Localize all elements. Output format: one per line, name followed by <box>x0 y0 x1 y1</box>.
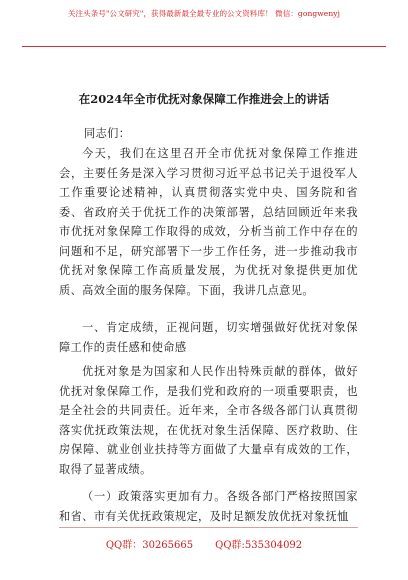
header-notice: 关注头条号"公文研究"，获得最新最全最专业的公文资料库！ 微信：gongwenyj <box>67 9 341 18</box>
paragraph-policy: （一）政策落实更加有力。各级各部门严格按照国家和省、市有关优抚政策规定，及时足额发放优抚对象抚恤 <box>59 490 358 523</box>
salutation: 同志们： <box>84 127 131 140</box>
paragraph-achievements: 优抚对象是为国家和人民作出特殊贡献的群体，做好优抚对象保障工作，是我们党和政府的一项重要职责，也是全社会的共同责任。近年来，全市各级各部门认真贯彻落实优抚政策法规，在优抚对象生活保障、医疗救助、住房保障、就业创业扶持等方面做了大量卓有成效的工作，取得了显著成绩。 <box>59 365 358 476</box>
footer <box>0 536 408 551</box>
document-title: 在2024年全市优抚对象保障工作推进会上的讲话 <box>78 92 330 106</box>
footer-qq-group-1: QQ群：30265665 <box>105 540 194 551</box>
footer-qq-group-2: QQ群:535304092 <box>215 540 303 551</box>
header-divider <box>22 46 386 47</box>
paragraph-opening: 今天，我们在这里召开全市优抚对象保障工作推进会，主要任务是深入学习贯彻习近平总书记关于退役军人工作重要论述精神，认真贯彻落实党中央、国务院和省委、省政府关于优抚工作的决策部署，总结回顾近年来我市优抚对象保障工作取得的成效，分析当前工作中存在的问题和不足，研究部署下一步工作任务，进一步推动我市优抚对象保障工作高质量发展，为优抚对象提供更加优质、高效全面的服务保障。下面，我讲几点意见。 <box>59 147 358 297</box>
footer-divider <box>59 527 358 528</box>
section-heading-1: 一、肯定成绩，正视问题，切实增强做好优抚对象保障工作的责任感和使命感 <box>59 321 358 354</box>
